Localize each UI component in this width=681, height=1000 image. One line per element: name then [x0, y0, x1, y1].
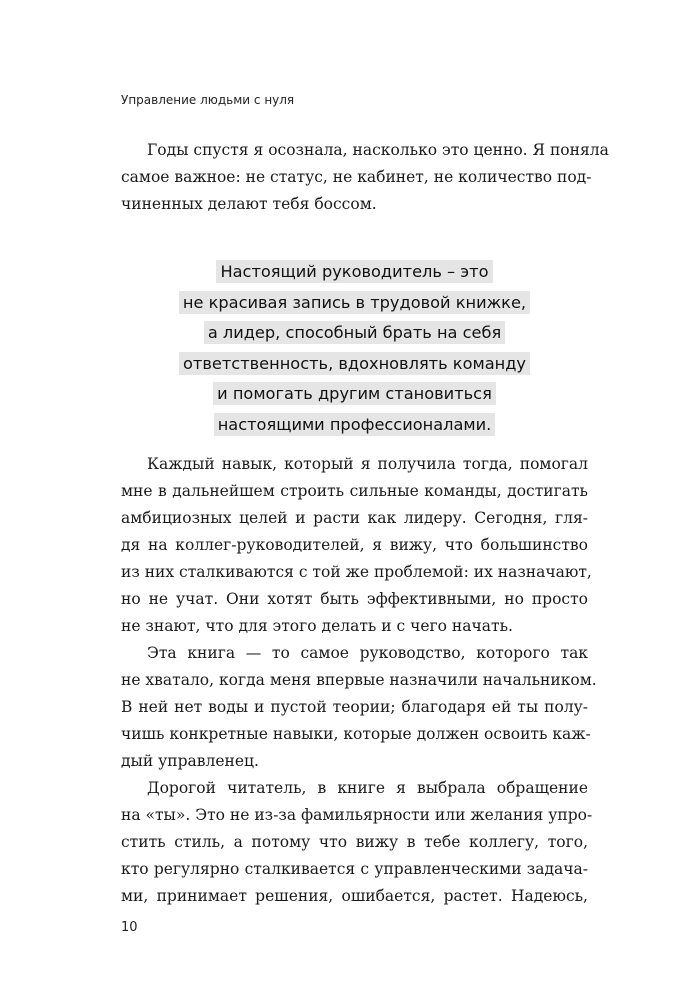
quote-line-3: а лидер, способный брать на себя: [204, 321, 505, 344]
quote-line-5: и помогать другим становиться: [213, 382, 496, 405]
paragraph-4-line-4: кто регулярно сталкивается с управленческими задача-: [121, 860, 588, 878]
paragraph-1-line-1: Годы спустя я осознала, насколько это ценно. Я поняла: [147, 141, 609, 159]
paragraph-1-line-2: самое важное: не статус, не кабинет, не количество под-: [121, 168, 592, 186]
paragraph-4-line-5: ми, принимает решения, ошибается, растет. Надеюсь,: [121, 887, 588, 905]
paragraph-3-line-5: дый управленец.: [121, 752, 259, 770]
quote-line-1: Настоящий руководитель – это: [216, 260, 492, 283]
paragraph-3-line-3: В ней нет воды и пустой теории; благодаря ей ты полу-: [121, 698, 588, 716]
paragraph-3-line-1: Эта книга — то самое руководство, которого так: [147, 644, 588, 662]
paragraph-2-line-7: не знают, что для этого делать и с чего начать.: [121, 617, 513, 635]
paragraph-4-line-2: на «ты». Это не из-за фамильярности или желания упро-: [121, 806, 593, 824]
paragraph-1-line-3: чиненных делают тебя боссом.: [121, 195, 377, 213]
paragraph-2-line-6: но не учат. Они хотят быть эффективными, но просто: [121, 590, 588, 608]
paragraph-3-line-4: чишь конкретные навыки, которые должен освоить каж-: [121, 725, 591, 743]
paragraph-2-line-2: мне в дальнейшем строить сильные команды, достигать: [121, 482, 588, 500]
quote-line-6: настоящими профессионалами.: [214, 413, 496, 436]
pull-quote: [121, 257, 588, 440]
paragraph-2-line-1: Каждый навык, который я получила тогда, помогал: [147, 455, 588, 473]
paragraph-4-line-3: стить стиль, а потому что вижу в тебе коллегу, того,: [121, 833, 588, 851]
paragraph-4-line-1: Дорогой читатель, в книге я выбрала обращение: [147, 779, 588, 797]
paragraph-2-line-4: дя на коллег-руководителей, я вижу, что большинство: [121, 536, 588, 554]
running-header: Управление людьми с нуля: [121, 93, 295, 107]
quote-line-2: не красивая запись в трудовой книжке,: [179, 291, 530, 314]
paragraph-3-line-2: не хватало, когда меня впервые назначили начальником.: [121, 671, 597, 689]
paragraph-2-line-3: амбициозных целей и расти как лидеру. Сегодня, гля-: [121, 509, 588, 527]
page-number: 10: [121, 920, 138, 935]
quote-line-4: ответственность, вдохновлять команду: [179, 352, 530, 375]
paragraph-2-line-5: из них сталкиваются с той же проблемой: их назначают,: [121, 563, 592, 581]
